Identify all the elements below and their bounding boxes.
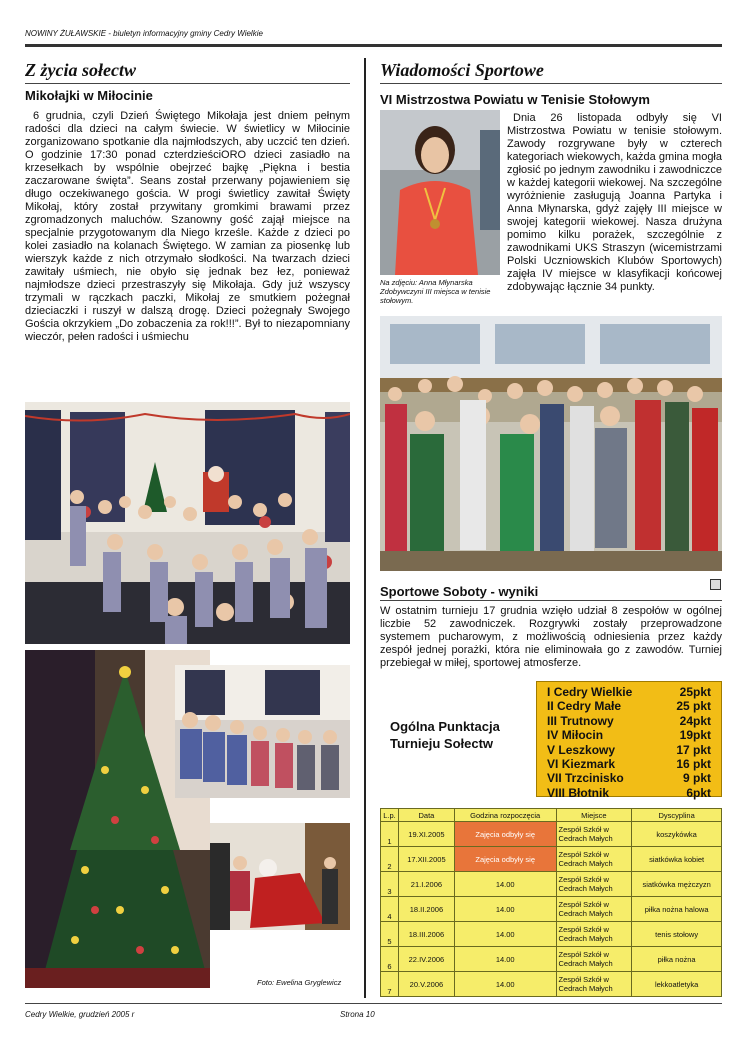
article-paragraph: 6 grudnia, czyli Dzień Świętego Mikołaja jest dniem pełnym radości dla dzieci na całym świecie. W świetlicy w Miłocinie zorganizowano spotkanie dla najmłodszych, aby uczcić ten dzień. O godzinie 17:30 ponad czterdzieściORO dzieci zasiadło na krzesełkach by wspólnie obejrzeć bajkę „Piękna i bestia zaczarowane święta”. Seans został przerwany pojawieniem się długo oczekiwanego gościa. W progi świetlicy zawitał Święty Mikołaj, który został przywitany gromkimi brawami przez zgromadzonych maluchów. Szanowny gość zajął miejsce na specjalnie przygotowanym dla Niego krześle. Każde z dzieci po kolei zasiadło na kolanach Świętego. W zamian za piosenkę lub wierszyk każde z nich otrzymało słodkości. Na twarzach dzieci zawitały uśmiech, nie obyło się jednak bez łez, ponieważ najmłodsze dzieci przestraszyły się Mikołaja. Gdy już wszyscy trzymali w rączkach paczki, Mikołaj ze smutkiem pożegnał dzieciaczki i ruszył w dalszą drogę. Dzieci pożegnały Swojego Gościa okrzykiem „Do zobaczenia za rok!!!”. Był to niezapomniany wieczór, pełen radości i uśmiechu bbox=[25, 110, 350, 343]
column-divider bbox=[364, 58, 366, 998]
col-header-time: Godzina rozpoczęcia bbox=[454, 809, 556, 822]
schedule-cell-date: 22.IV.2006 bbox=[398, 947, 454, 972]
schedule-cell-time: 14.00 bbox=[454, 947, 556, 972]
schedule-cell-discipline: koszykówka bbox=[632, 822, 722, 847]
photo-anna-mlynarska bbox=[380, 110, 500, 275]
schedule-cell-discipline: siatkówka kobiet bbox=[632, 847, 722, 872]
footer-date: Cedry Wielkie, grudzień 2005 r bbox=[25, 1010, 135, 1019]
ranking-title bbox=[390, 718, 500, 752]
footer-page-number: Strona 10 bbox=[340, 1010, 375, 1019]
schedule-cell-discipline: siatkówka mężczyzn bbox=[632, 872, 722, 897]
schedule-row bbox=[381, 822, 722, 847]
photo-children-seated bbox=[175, 665, 350, 798]
schedule-cell-date: 18.III.2006 bbox=[398, 922, 454, 947]
schedule-cell-place: Zespół Szkół w Cedrach Małych bbox=[556, 897, 632, 922]
schedule-table bbox=[380, 808, 722, 997]
ranking-row: II Cedry Małe 25 pkt bbox=[547, 699, 711, 714]
photo-tennis-team bbox=[380, 316, 722, 571]
schedule-cell-time: Zajęcia odbyły się bbox=[454, 847, 556, 872]
ranking-title-line2: Turnieju Sołectw bbox=[390, 736, 494, 751]
article-title-mikolajki: Mikołajki w Miłocinie bbox=[25, 88, 153, 103]
schedule-cell-time: 14.00 bbox=[454, 872, 556, 897]
page-header: NOWINY ŻUŁAWSKIE - biuletyn informacyjny gminy Cedry Wielkie bbox=[25, 29, 263, 38]
footer-rule bbox=[25, 1003, 722, 1004]
article-body-tennis bbox=[507, 112, 722, 294]
schedule-row bbox=[381, 872, 722, 897]
article-body-saturdays bbox=[380, 605, 722, 670]
photo-santa bbox=[210, 823, 350, 930]
article-rule-saturdays bbox=[380, 600, 722, 601]
photo-caption-anna: Na zdjęciu: Anna Młynarska Zdobywczyni III miejsca w tenisie stołowym. bbox=[380, 278, 491, 305]
schedule-cell-lp: 1 bbox=[381, 822, 399, 847]
schedule-cell-time: 14.00 bbox=[454, 922, 556, 947]
ranking-title-line1: Ogólna Punktacja bbox=[390, 719, 500, 734]
saturdays-paragraph: W ostatnim turnieju 17 grudnia wzięło udział 8 zespołów w ogólnej liczbie 52 zawodniczek. Rozgrywki zostały przeprowadzone systemem pucharowym, z możliwością odniesienia przez każdy zespół jednej porażki, która nie eliminowała go z zawodów. Turniej przebiegał w miłej, sportowej atmosferze. bbox=[380, 605, 722, 669]
col-header-place: Miejsce bbox=[556, 809, 632, 822]
tennis-paragraph: Dnia 26 listopada odbyły się VI Mistrzostwa Powiatu w tenisie stołowym. Zawody rozgrywane były w czterech kategoriach wiekowych, każda gmina mogła zgłosić po jednym zawodniku i zawodniczce w każdej kategorii wiekowej. Na szczególne wyróżnienie zasługują Joanna Partyka i Anna Młynarska, gdyż zajęły III miejsce w swojej kategorii wiekowej. Nasza drużyna pomimo kilku porażek, szczególnie z zawodnikami UKS Straszyn (wicemistrzami Polski Uczniowskich Klubów Sportowych) zajęła IV miejsce w klasyfikacji końcowej zdobywając łącznie 34 punkty. bbox=[507, 112, 722, 293]
schedule-cell-discipline: tenis stołowy bbox=[632, 922, 722, 947]
schedule-cell-date: 19.XI.2005 bbox=[398, 822, 454, 847]
schedule-cell-date: 17.XII.2005 bbox=[398, 847, 454, 872]
photo-santa-children bbox=[25, 402, 350, 644]
col-header-date: Data bbox=[398, 809, 454, 822]
checkbox-icon bbox=[710, 579, 721, 590]
schedule-row bbox=[381, 972, 722, 997]
schedule-cell-lp: 4 bbox=[381, 897, 399, 922]
ranking-row: IV Miłocin 19pkt bbox=[547, 728, 711, 743]
schedule-cell-lp: 5 bbox=[381, 922, 399, 947]
ranking-row: III Trutnowy 24pkt bbox=[547, 713, 711, 728]
schedule-cell-lp: 7 bbox=[381, 972, 399, 997]
schedule-cell-place: Zespół Szkół w Cedrach Małych bbox=[556, 872, 632, 897]
ranking-row: VIII Błotnik 6pkt bbox=[547, 785, 711, 800]
schedule-cell-time: 14.00 bbox=[454, 972, 556, 997]
section-title-left: Z życia sołectw bbox=[25, 60, 136, 80]
schedule-cell-lp: 3 bbox=[381, 872, 399, 897]
schedule-row bbox=[381, 897, 722, 922]
schedule-cell-place: Zespół Szkół w Cedrach Małych bbox=[556, 947, 632, 972]
schedule-cell-time: Zajęcia odbyły się bbox=[454, 822, 556, 847]
col-header-discipline: Dyscyplina bbox=[632, 809, 722, 822]
ranking-row: VII Trzcinisko 9 pkt bbox=[547, 771, 711, 786]
schedule-cell-date: 21.I.2006 bbox=[398, 872, 454, 897]
article-title-saturdays: Sportowe Soboty - wyniki bbox=[380, 584, 539, 599]
col-header-lp: L.p. bbox=[381, 809, 399, 822]
ranking-row: I Cedry Wielkie 25pkt bbox=[547, 685, 711, 699]
schedule-row bbox=[381, 922, 722, 947]
schedule-cell-discipline: piłka nożna halowa bbox=[632, 897, 722, 922]
section-rule-left bbox=[25, 83, 350, 84]
ranking-box bbox=[536, 681, 722, 800]
schedule-cell-place: Zespół Szkół w Cedrach Małych bbox=[556, 847, 632, 872]
schedule-row bbox=[381, 847, 722, 872]
schedule-cell-place: Zespół Szkół w Cedrach Małych bbox=[556, 972, 632, 997]
schedule-cell-time: 14.00 bbox=[454, 897, 556, 922]
ranking-row: VI Kiezmark 16 pkt bbox=[547, 757, 711, 772]
section-title-right: Wiadomości Sportowe bbox=[380, 60, 544, 80]
article-title-tennis: VI Mistrzostwa Powiatu w Tenisie Stołowym bbox=[380, 92, 650, 107]
schedule-cell-discipline: piłka nożna bbox=[632, 947, 722, 972]
schedule-cell-discipline: lekkoatletyka bbox=[632, 972, 722, 997]
schedule-cell-lp: 6 bbox=[381, 947, 399, 972]
section-rule-right bbox=[380, 83, 722, 84]
schedule-cell-date: 20.V.2006 bbox=[398, 972, 454, 997]
schedule-cell-date: 18.II.2006 bbox=[398, 897, 454, 922]
photo-credit: Foto: Ewelina Gryglewicz bbox=[257, 978, 342, 987]
ranking-row: V Leszkowy 17 pkt bbox=[547, 742, 711, 757]
schedule-cell-lp: 2 bbox=[381, 847, 399, 872]
header-rule bbox=[25, 44, 722, 47]
schedule-cell-place: Zespół Szkół w Cedrach Małych bbox=[556, 822, 632, 847]
schedule-cell-place: Zespół Szkół w Cedrach Małych bbox=[556, 922, 632, 947]
article-body-mikolajki bbox=[25, 110, 350, 344]
schedule-header-row bbox=[381, 809, 722, 822]
schedule-row bbox=[381, 947, 722, 972]
